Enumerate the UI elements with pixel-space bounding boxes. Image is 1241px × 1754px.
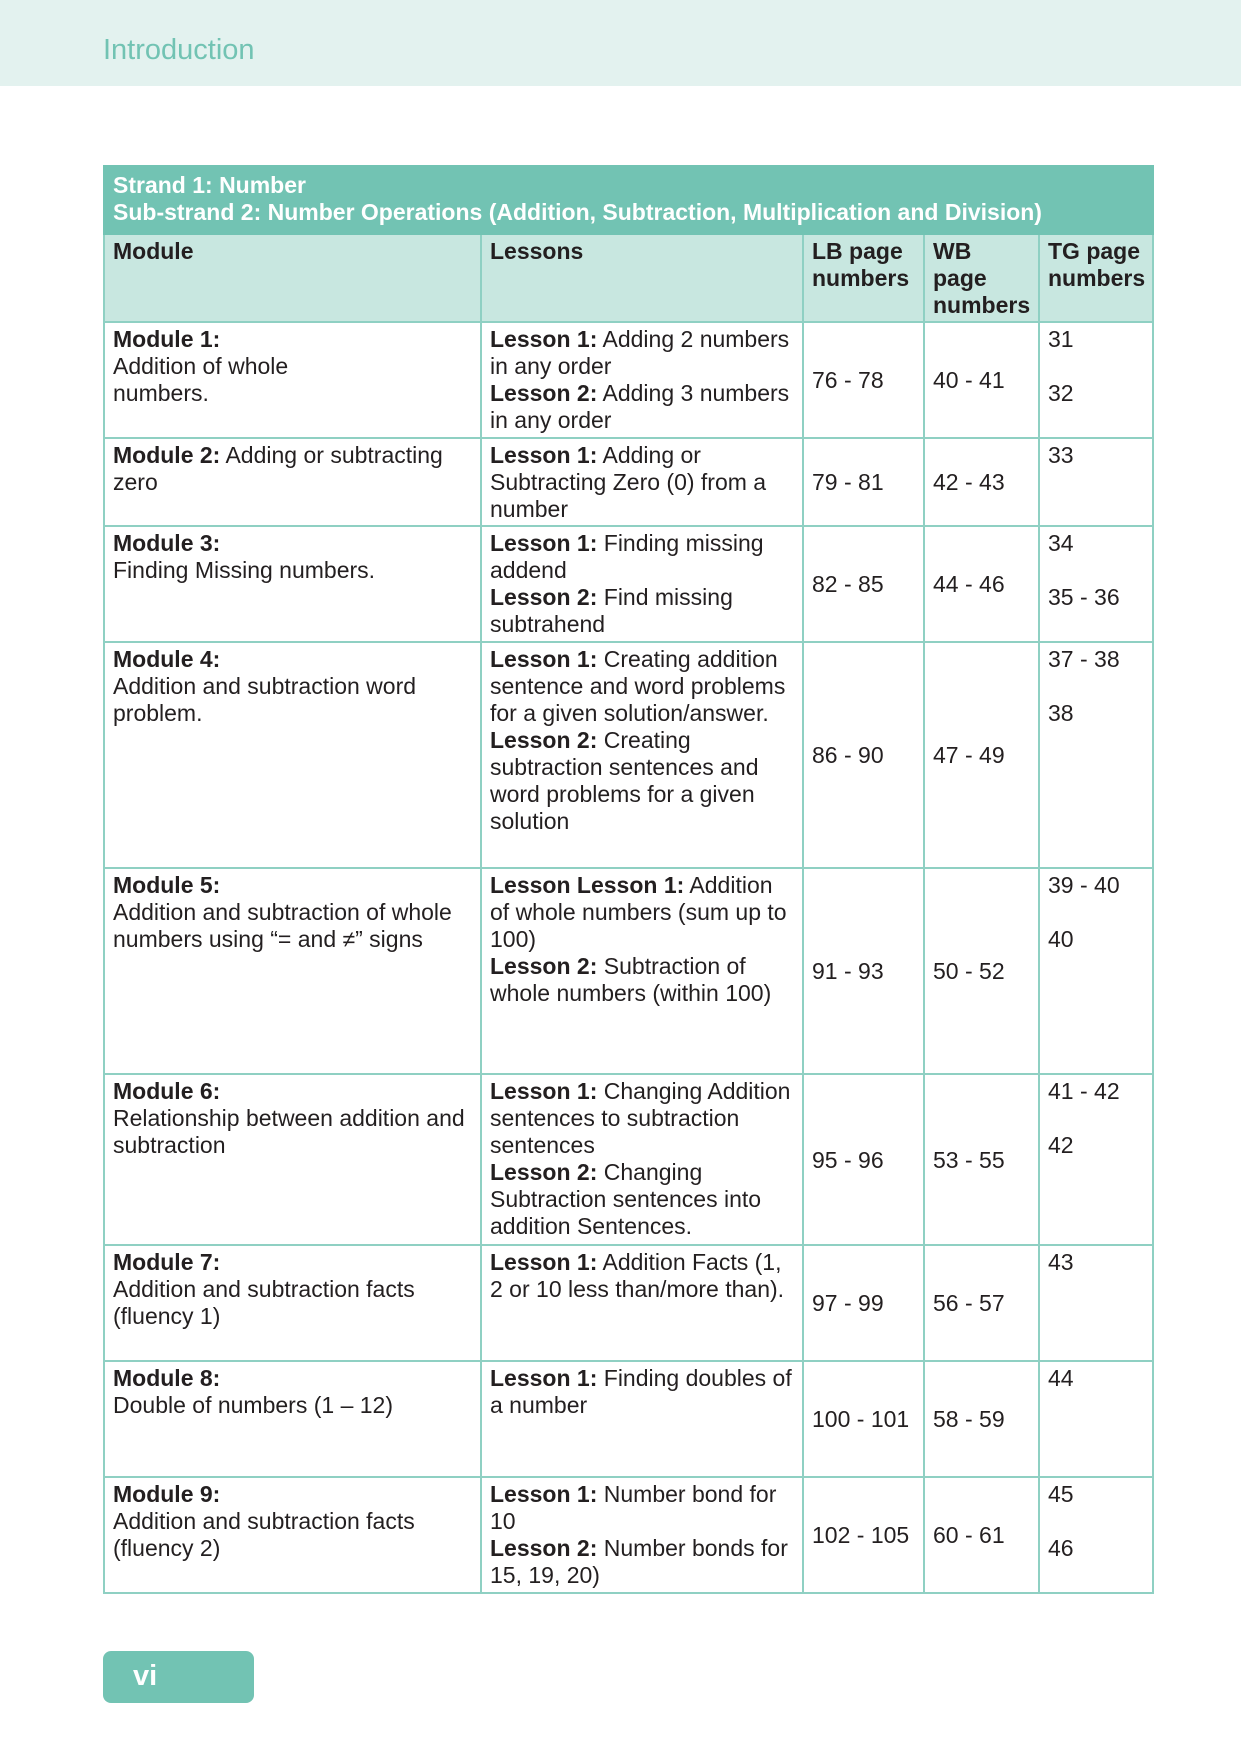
lb-page-cell: 102 - 105	[803, 1477, 924, 1593]
lessons-cell	[481, 526, 803, 642]
lesson-entry: Lesson 1: Finding doubles of a number	[490, 1365, 792, 1418]
wb-page-cell: 42 - 43	[924, 438, 1039, 526]
module-text: Addition and subtraction facts (fluency 1)	[113, 1276, 415, 1329]
lesson-entry: Lesson 1: Addition Facts (1, 2 or 10 less than/more than).	[490, 1249, 785, 1302]
tg-page-cell: 33	[1039, 438, 1153, 526]
table-row	[104, 322, 1153, 438]
module-text: Relationship between addition and subtraction	[113, 1105, 465, 1158]
tg-page-cell: 34 35 - 36	[1039, 526, 1153, 642]
lesson-entry: Lesson 1: Number bond for 10	[490, 1481, 777, 1534]
lesson-entry: Lesson 2: Subtraction of whole numbers (within 100)	[490, 953, 772, 1006]
lb-page-cell: 95 - 96	[803, 1074, 924, 1245]
lessons-cell	[481, 1074, 803, 1245]
module-text: Adding or subtracting zero	[113, 442, 443, 495]
section-title: Introduction	[103, 34, 255, 66]
table-row	[104, 1074, 1153, 1245]
table-row	[104, 1477, 1153, 1593]
wb-page-cell: 44 - 46	[924, 526, 1039, 642]
column-header-module: Module	[104, 234, 481, 322]
module-text: Addition and subtraction facts (fluency 2)	[113, 1508, 415, 1561]
module-label: Module 6:	[113, 1078, 221, 1104]
lb-page-cell: 100 - 101	[803, 1361, 924, 1477]
module-cell	[104, 438, 481, 526]
lesson-entry: Lesson 2: Changing Subtraction sentences into addition Sentences.	[490, 1159, 762, 1239]
tg-page-cell: 45 46	[1039, 1477, 1153, 1593]
lessons-cell	[481, 642, 803, 868]
module-text: Double of numbers (1 – 12)	[113, 1392, 393, 1418]
module-cell	[104, 1074, 481, 1245]
module-label: Module 1:	[113, 326, 221, 352]
module-cell	[104, 1361, 481, 1477]
lesson-entry: Lesson 1: Finding missing addend	[490, 530, 764, 583]
table-row	[104, 1245, 1153, 1361]
table-row	[104, 1361, 1153, 1477]
module-cell	[104, 322, 481, 438]
wb-page-cell: 50 - 52	[924, 868, 1039, 1074]
wb-page-cell: 60 - 61	[924, 1477, 1039, 1593]
lessons-cell	[481, 868, 803, 1074]
module-text: Finding Missing numbers.	[113, 557, 376, 583]
table-row	[104, 526, 1153, 642]
lb-page-cell: 76 - 78	[803, 322, 924, 438]
module-cell	[104, 642, 481, 868]
strand-header-row	[104, 166, 1153, 234]
tg-page-cell: 44	[1039, 1361, 1153, 1477]
lb-page-cell: 82 - 85	[803, 526, 924, 642]
column-header-tg: TG page numbers	[1039, 234, 1153, 322]
wb-page-cell: 58 - 59	[924, 1361, 1039, 1477]
wb-page-cell: 56 - 57	[924, 1245, 1039, 1361]
lesson-entry: Lesson 2: Adding 3 numbers in any order	[490, 380, 790, 433]
table-row	[104, 868, 1153, 1074]
tg-page-cell: 37 - 38 38	[1039, 642, 1153, 868]
column-header-lb: LB page numbers	[803, 234, 924, 322]
lessons-cell	[481, 1245, 803, 1361]
module-label: Module 5:	[113, 872, 221, 898]
lessons-cell	[481, 1477, 803, 1593]
module-cell	[104, 526, 481, 642]
lb-page-cell: 97 - 99	[803, 1245, 924, 1361]
tg-page-cell: 31 32	[1039, 322, 1153, 438]
lesson-entry: Lesson 1: Adding 2 numbers in any order	[490, 326, 790, 379]
substrand-title: Sub-strand 2: Number Operations (Addition, Subtraction, Multiplication and Division)	[113, 199, 1042, 225]
wb-page-cell: 53 - 55	[924, 1074, 1039, 1245]
module-table-container	[103, 165, 1152, 1594]
module-text: Addition of whole numbers.	[113, 353, 289, 406]
lesson-entry: Lesson 1: Changing Addition sentences to subtraction sentences	[490, 1078, 791, 1158]
module-label: Module 2:	[113, 442, 221, 468]
tg-page-cell: 39 - 40 40	[1039, 868, 1153, 1074]
lesson-entry: Lesson 2: Number bonds for 15, 19, 20)	[490, 1535, 788, 1588]
column-header-row	[104, 234, 1153, 322]
strand-title: Strand 1: Number	[113, 172, 306, 198]
module-text: Addition and subtraction of whole numbers using “= and ≠” signs	[113, 899, 452, 952]
module-label: Module 7:	[113, 1249, 221, 1275]
wb-page-cell: 47 - 49	[924, 642, 1039, 868]
page-number-tab	[103, 1651, 254, 1703]
tg-page-cell: 43	[1039, 1245, 1153, 1361]
module-label: Module 4:	[113, 646, 221, 672]
lesson-entry: Lesson 1: Adding or Subtracting Zero (0) from a number	[490, 442, 767, 522]
module-cell	[104, 868, 481, 1074]
column-header-lessons: Lessons	[481, 234, 803, 322]
module-table	[103, 165, 1154, 1594]
module-cell	[104, 1477, 481, 1593]
lesson-entry: Lesson 1: Creating addition sentence and word problems for a given solution/answer.	[490, 646, 786, 726]
lb-page-cell: 79 - 81	[803, 438, 924, 526]
tg-page-cell: 41 - 42 42	[1039, 1074, 1153, 1245]
module-label: Module 3:	[113, 530, 221, 556]
page-number: vi	[133, 1660, 158, 1692]
module-label: Module 8:	[113, 1365, 221, 1391]
strand-header-cell	[104, 166, 1153, 234]
wb-page-cell: 40 - 41	[924, 322, 1039, 438]
lessons-cell	[481, 438, 803, 526]
lessons-cell	[481, 1361, 803, 1477]
module-cell	[104, 1245, 481, 1361]
lesson-entry: Lesson 2: Creating subtraction sentences and word problems for a given solution	[490, 727, 759, 834]
lb-page-cell: 86 - 90	[803, 642, 924, 868]
lb-page-cell: 91 - 93	[803, 868, 924, 1074]
module-text: Addition and subtraction word problem.	[113, 673, 417, 726]
module-label: Module 9:	[113, 1481, 221, 1507]
table-row	[104, 642, 1153, 868]
lessons-cell	[481, 322, 803, 438]
lesson-entry: Lesson 2: Find missing subtrahend	[490, 584, 733, 637]
column-header-wb: WB page numbers	[924, 234, 1039, 322]
lesson-entry: Lesson Lesson 1: Addition of whole numbers (sum up to 100)	[490, 872, 787, 952]
table-row	[104, 438, 1153, 526]
